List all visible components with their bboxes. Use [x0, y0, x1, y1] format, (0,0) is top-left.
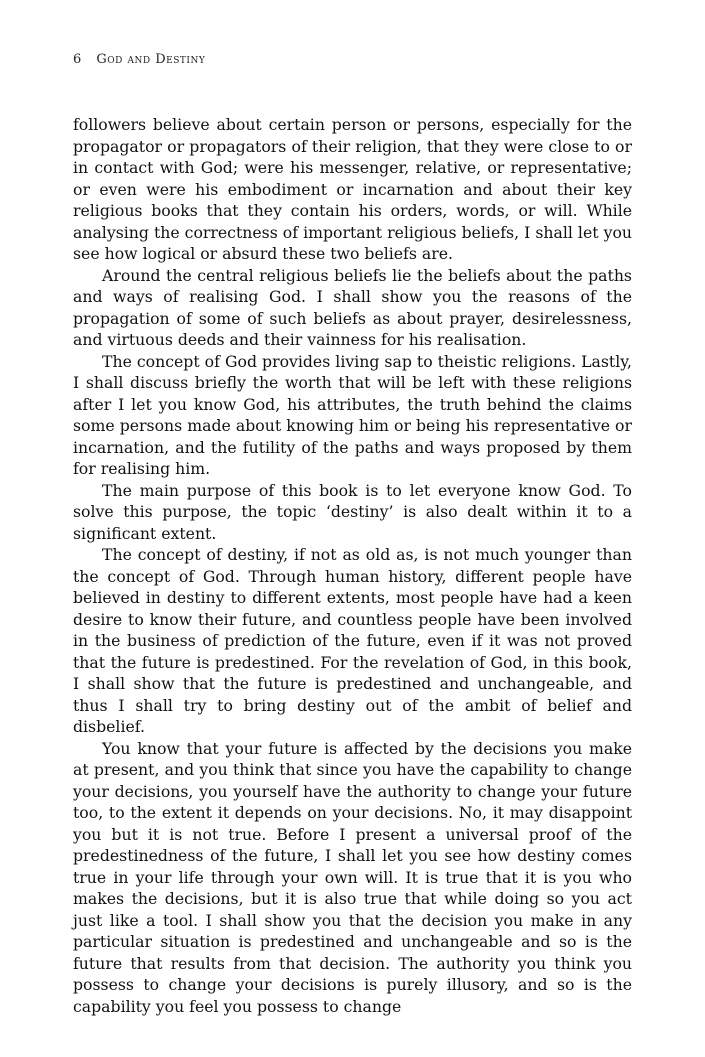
page-number: 6	[73, 52, 82, 67]
paragraph: Around the central religious beliefs lie the beliefs about the paths and ways of realising God. I shall show you the reasons of the propagation of some of such beliefs as about prayer, desirelessness, and virtuous deeds and their vainness for his realisation.	[73, 265, 632, 349]
paragraph-continued: followers believe about certain person or persons, especially for the propagator or propagators of their religion, that they were close to or in contact with God; were his messenger, relative, or representative; or even were his embodiment or incarnation and about their key religious books that they contain his orders, words, or will. While analysing the correctness of important religious beliefs, I shall let you see how logical or absurd these two beliefs are.	[73, 115, 632, 263]
paragraph: You know that your future is affected by the decisions you make at present, and you think that since you have the capability to change your decisions, you yourself have the authority to change your future too, to the extent it depends on your decisions. No, it may disappoint you but it is not true. Before I present a universal proof of the predestinedness of the future, I shall let you see how destiny comes true in your life through your own will. It is true that it is you who makes the decisions, but it is also true that while doing so you act just like a tool. I shall show you that the decision you make in any particular situation is predestined and unchangeable and so is the future that results from that decision. The authority you think you possess to change your decisions is purely illusory, and so is the capability you feel you possess to change	[73, 738, 632, 1016]
paragraph: The main purpose of this book is to let everyone know God. To solve this purpose, the topic ‘destiny’ is also dealt within it to a significant extent.	[73, 480, 632, 543]
paragraph: The concept of God provides living sap to theistic religions. Lastly, I shall discuss briefly the worth that will be left with these religions after I let you know God, his attributes, the truth behind the claims some persons made about knowing him or being his representative or incarnation, and the futility of the paths and ways proposed by them for realising him.	[73, 351, 632, 478]
body-text	[73, 114, 632, 1017]
running-head	[73, 52, 205, 67]
paragraph: The concept of destiny, if not as old as, is not much younger than the concept of God. Through human history, different people have believed in destiny to different extents, most people have had a keen desire to know their future, and countless people have been involved in the business of prediction of the future, even if it was not proved that the future is predestined. For the revelation of God, in this book, I shall show that the future is predestined and unchangeable, and thus I shall try to bring destiny out of the ambit of belief and disbelief.	[73, 545, 632, 736]
running-title: God and Destiny	[96, 52, 206, 67]
